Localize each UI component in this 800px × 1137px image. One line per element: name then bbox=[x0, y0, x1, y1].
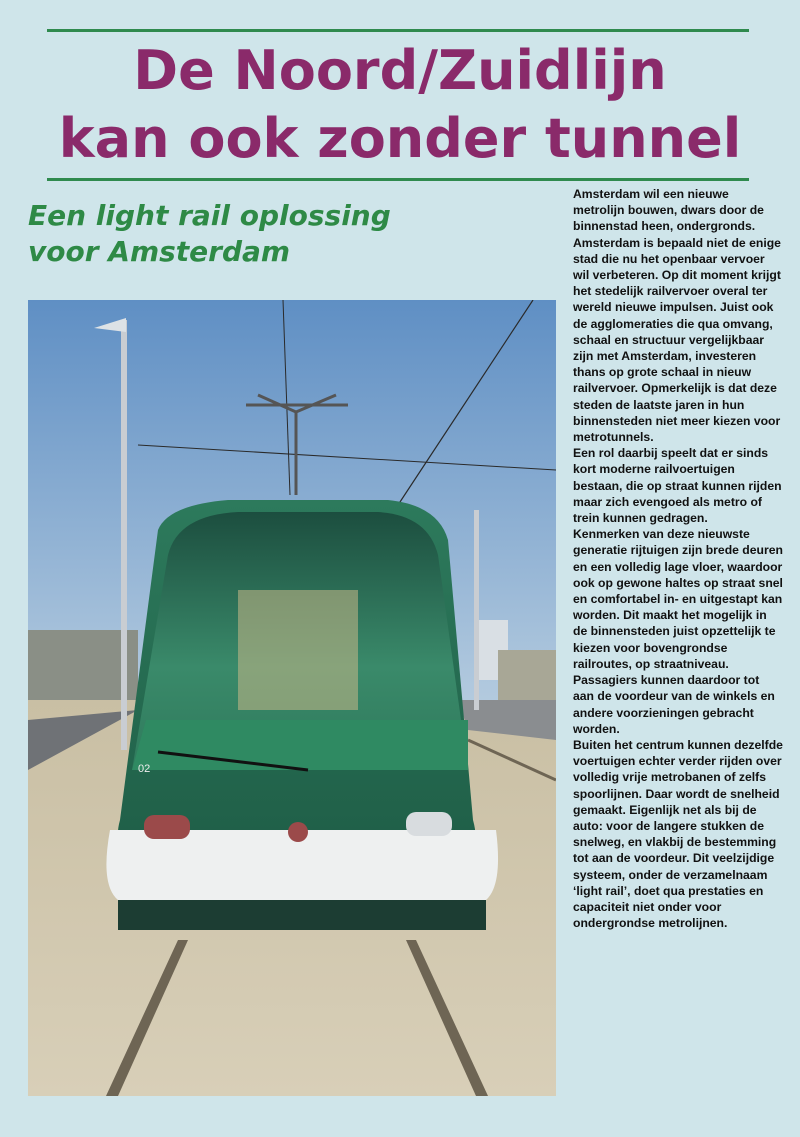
tram-center-light bbox=[288, 822, 308, 842]
article-body bbox=[573, 186, 783, 931]
article-paragraph: Kenmerken van deze nieuwste generatie rijtuigen zijn brede deuren en een volledig lage vloer, waardoor ook op gewone haltes op straat snel en comfortabel in- en uitgestapt kan worden. Dit maakt het mogelijk in de binnensteden juist opzettelijk te kiezen voor bovengrondse railroutes, op straatniveau. Passagiers kunnen daardoor tot aan de voordeur van de winkels en andere voorzieningen gebracht worden. bbox=[573, 527, 783, 736]
bottom-rule bbox=[47, 178, 749, 181]
tram-light-right bbox=[406, 812, 452, 836]
tram-dashboard bbox=[132, 720, 468, 770]
tram-number: 02 bbox=[138, 763, 151, 775]
article-paragraph: Amsterdam wil een nieuwe metrolijn bouwen, dwars door de binnenstad heen, ondergronds. bbox=[573, 187, 764, 234]
subtitle-line-1: Een light rail oplossing bbox=[28, 199, 391, 232]
article-paragraph: Amsterdam is bepaald niet de enige stad die nu het openbaar vervoer wil verbeteren. Op dit moment krijgt het stedelijk railvervoer overal ter wereld nieuwe impulsen. Juist ook de agglomeraties die qua omvang, schaal en structuur vergelijkbaar zijn met Amsterdam, investeren thans op grote schaal in nieuw railvervoer. Opmerkelijk is dat deze steden de laatste jaren in hun binnensteden niet meer kiezen voor metrotunnels. bbox=[573, 235, 781, 445]
title-line-2: kan ook zonder tunnel bbox=[58, 107, 742, 170]
tram-photo bbox=[28, 300, 556, 1096]
subtitle-line-2: voor Amsterdam bbox=[28, 235, 291, 268]
lamp-post bbox=[121, 320, 127, 750]
tram-skirt bbox=[118, 900, 486, 930]
title-line-1: De Noord/Zuidlijn bbox=[133, 39, 667, 102]
tram-interior bbox=[238, 590, 358, 710]
tram-light-left bbox=[144, 815, 190, 839]
lamp-post-right bbox=[474, 510, 479, 710]
subtitle bbox=[28, 198, 428, 270]
article-paragraph: Buiten het centrum kunnen dezelfde voertuigen echter verder rijden over volledig vrije metrobanen of zelfs spoorlijnen. Daar wordt de snelheid gemaakt. Eigenlijk net als bij de auto: voor de langere stukken de snelweg, en vlakbij de bestemming tot aan de voordeur. Dit veelzijdige systeem, onder de verzamelnaam ‘light rail’, doet qua prestaties en capaciteit niet onder voor ondergrondse metrolijnen. bbox=[573, 737, 783, 931]
article-paragraph: Een rol daarbij speelt dat er sinds kort moderne railvoertuigen bestaan, die op straat kunnen rijden maar zich evengoed als metro of trein kunnen gedragen. bbox=[573, 446, 782, 526]
top-rule bbox=[47, 29, 749, 32]
